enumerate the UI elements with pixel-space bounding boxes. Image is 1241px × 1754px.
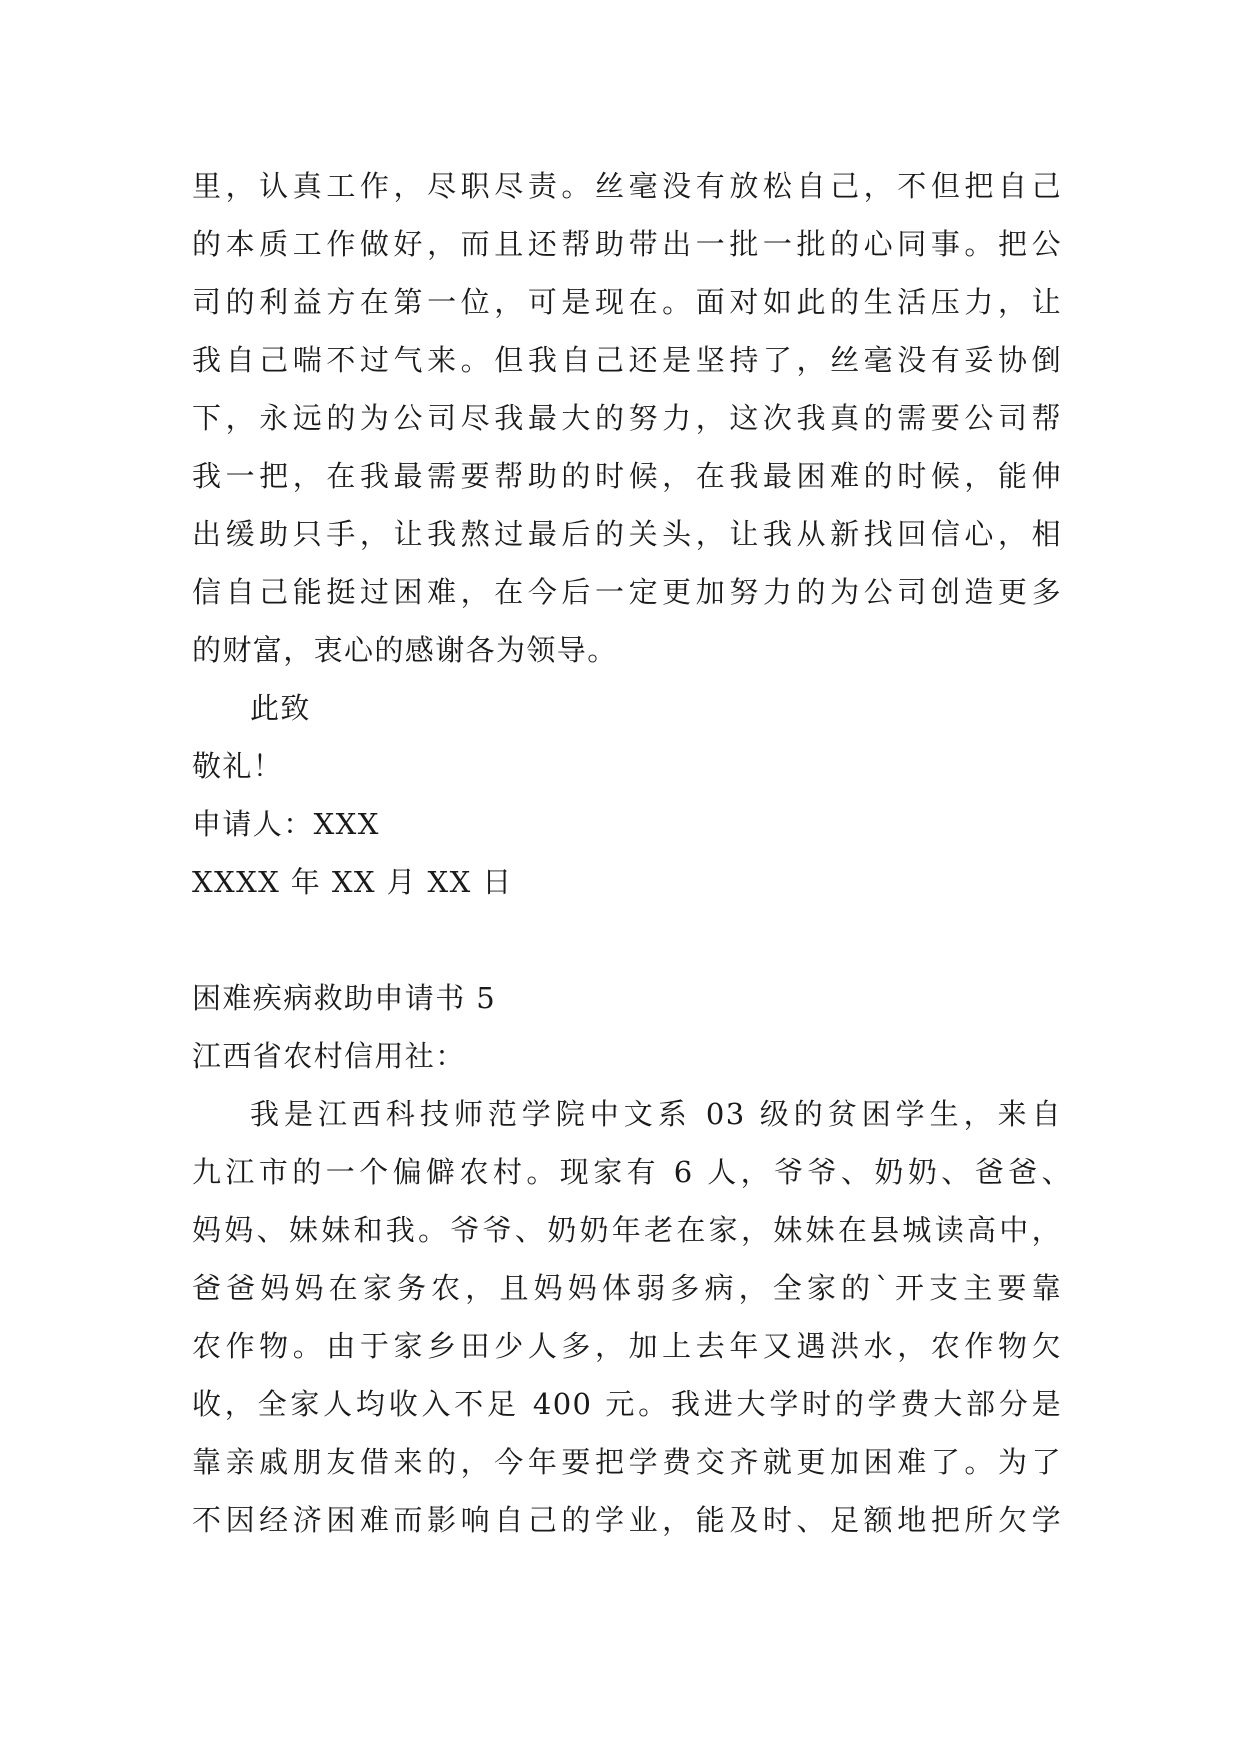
letter-date: XXXX 年 XX 月 XX 日 xyxy=(192,865,513,899)
paragraph-line: 里，认真工作，尽职尽责。丝毫没有放松自己，不但把自己 xyxy=(192,169,1062,203)
paragraph-line: 靠亲戚朋友借来的，今年要把学费交齐就更加困难了。为了 xyxy=(192,1445,1062,1479)
paragraph-line: 司的利益方在第一位，可是现在。面对如此的生活压力，让 xyxy=(192,285,1062,319)
salutation-text: 敬礼！ xyxy=(192,749,284,783)
paragraph-line: 出缓助只手，让我熬过最后的关头，让我从新找回信心，相 xyxy=(192,517,1062,551)
paragraph-line: 我是江西科技师范学院中文系 03 级的贫困学生，来自 xyxy=(250,1097,1062,1131)
paragraph-line: 我一把，在我最需要帮助的时候，在我最困难的时候，能伸 xyxy=(192,459,1062,493)
paragraph-line: 收，全家人均收入不足 400 元。我进大学时的学费大部分是 xyxy=(192,1387,1062,1421)
paragraph-line: 我自己喘不过气来。但我自己还是坚持了，丝毫没有妥协倒 xyxy=(192,343,1062,377)
paragraph-line: 农作物。由于家乡田少人多，加上去年又遇洪水，农作物欠 xyxy=(192,1329,1062,1363)
addressee: 江西省农村信用社： xyxy=(192,1039,466,1073)
closing-text: 此致 xyxy=(250,691,311,725)
paragraph-line: 九江市的一个偏僻农村。现家有 6 人，爷爷、奶奶、爸爸、 xyxy=(192,1155,1072,1189)
paragraph-line: 爸爸妈妈在家务农，且妈妈体弱多病，全家的`开支主要靠 xyxy=(192,1271,1062,1305)
paragraph-line: 的本质工作做好，而且还帮助带出一批一批的心同事。把公 xyxy=(192,227,1062,261)
applicant-name: 申请人：XXX xyxy=(192,807,380,841)
paragraph-line: 不因经济困难而影响自己的学业，能及时、足额地把所欠学 xyxy=(192,1503,1062,1537)
section-heading: 困难疾病救助申请书 5 xyxy=(192,981,497,1015)
paragraph-line: 的财富，衷心的感谢各为领导。 xyxy=(192,633,618,667)
paragraph-line: 信自己能挺过困难，在今后一定更加努力的为公司创造更多 xyxy=(192,575,1062,609)
paragraph-line: 妈妈、妹妹和我。爷爷、奶奶年老在家，妹妹在县城读高中， xyxy=(192,1213,1062,1247)
paragraph-line: 下，永远的为公司尽我最大的努力，这次我真的需要公司帮 xyxy=(192,401,1062,435)
